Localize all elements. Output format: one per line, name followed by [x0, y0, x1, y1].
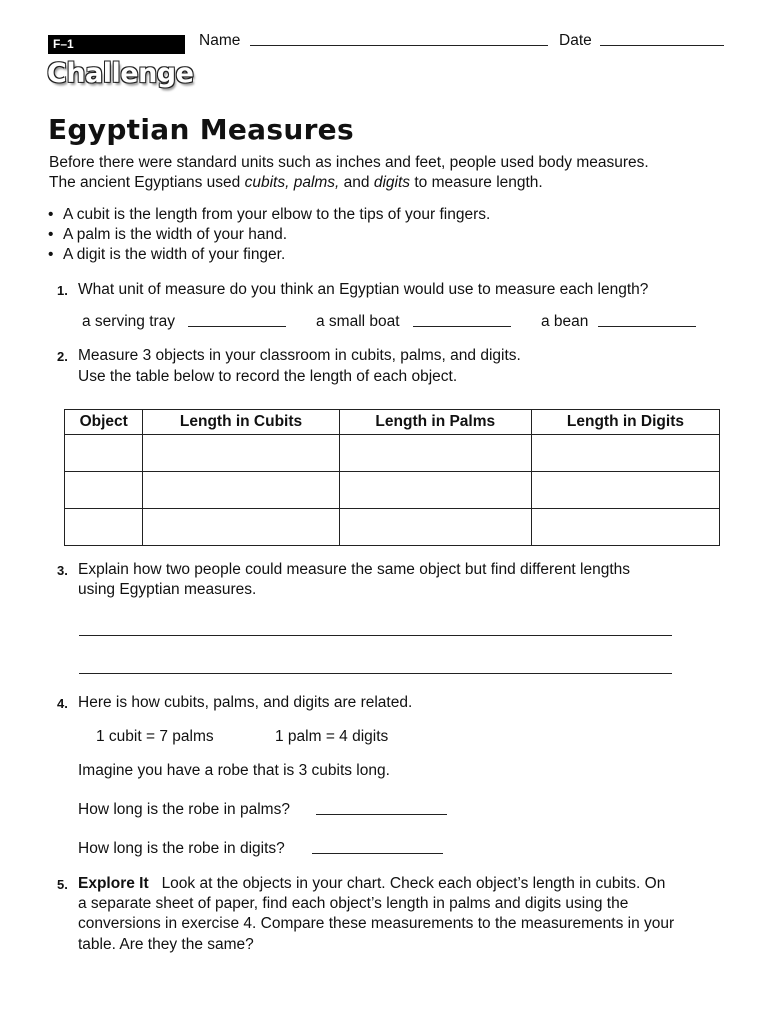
- answer-line-3b[interactable]: [79, 673, 672, 674]
- question-5-number: 5.: [57, 877, 68, 892]
- question-2-line-1: Measure 3 objects in your classroom in cubits, palms, and digits.: [78, 347, 521, 364]
- question-3-line-2: using Egyptian measures.: [78, 581, 257, 598]
- answer-robe-palms[interactable]: [316, 814, 447, 815]
- table-cell[interactable]: [531, 509, 719, 546]
- question-3-number: 3.: [57, 563, 68, 578]
- question-5-line-2: a separate sheet of paper, find each object’s length in palms and digits using the: [78, 895, 629, 912]
- question-4-text: Here is how cubits, palms, and digits are related.: [78, 694, 413, 711]
- equation-cubit: 1 cubit = 7 palms: [96, 728, 214, 745]
- question-4-number: 4.: [57, 696, 68, 711]
- table-cell[interactable]: [143, 435, 339, 472]
- worksheet-code-badge: F–1: [48, 35, 185, 54]
- date-field[interactable]: [600, 45, 724, 46]
- question-2-number: 2.: [57, 349, 68, 364]
- answer-bean[interactable]: [598, 326, 696, 327]
- question-5-line-3: conversions in exercise 4. Compare these measurements to the measurements in your: [78, 915, 675, 932]
- name-field[interactable]: [250, 45, 548, 46]
- item-small-boat: a small boat: [316, 313, 400, 330]
- explore-it-label: Explore It: [78, 875, 149, 892]
- challenge-logo: Challenge: [47, 58, 194, 89]
- header-digits: Length in Digits: [531, 410, 719, 435]
- table-row: [65, 472, 720, 509]
- answer-small-boat[interactable]: [413, 326, 511, 327]
- table-cell[interactable]: [65, 435, 143, 472]
- date-label: Date: [559, 32, 592, 49]
- question-2-line-2: Use the table below to record the length of each object.: [78, 368, 458, 385]
- header-palms: Length in Palms: [339, 410, 531, 435]
- table-row: [65, 435, 720, 472]
- question-5-line-4: table. Are they the same?: [78, 936, 254, 953]
- bullet-cubit: A cubit is the length from your elbow to the tips of your fingers.: [63, 206, 491, 223]
- page-title: Egyptian Measures: [48, 113, 354, 146]
- header-cubits: Length in Cubits: [143, 410, 339, 435]
- table-row: [65, 509, 720, 546]
- answer-line-3a[interactable]: [79, 635, 672, 636]
- question-1-text: What unit of measure do you think an Egyptian would use to measure each length?: [78, 281, 649, 298]
- intro-suffix: to measure length.: [410, 174, 543, 191]
- question-4-imagine: Imagine you have a robe that is 3 cubits long.: [78, 762, 390, 779]
- item-serving-tray: a serving tray: [82, 313, 176, 330]
- table-cell[interactable]: [339, 472, 531, 509]
- bullet-palm: A palm is the width of your hand.: [63, 226, 288, 243]
- intro-prefix: The ancient Egyptians used: [49, 174, 245, 191]
- name-label: Name: [199, 32, 241, 49]
- table-cell[interactable]: [143, 509, 339, 546]
- question-3-line-1: Explain how two people could measure the same object but find different lengths: [78, 561, 631, 578]
- item-bean: a bean: [541, 313, 589, 330]
- table-cell[interactable]: [143, 472, 339, 509]
- header-object: Object: [65, 410, 143, 435]
- intro-units-italic: cubits, palms,: [244, 174, 340, 191]
- bullet-marker: •: [48, 246, 54, 263]
- bullet-marker: •: [48, 206, 54, 223]
- answer-serving-tray[interactable]: [188, 326, 286, 327]
- question-5-line-1: [78, 874, 665, 894]
- intro-and: and: [339, 174, 374, 191]
- measurement-table: [64, 409, 720, 546]
- answer-robe-digits[interactable]: [312, 853, 443, 854]
- equation-palm: 1 palm = 4 digits: [275, 728, 389, 745]
- question-1-number: 1.: [57, 283, 68, 298]
- intro-line-1: Before there were standard units such as inches and feet, people used body measures.: [49, 154, 649, 171]
- intro-line-2: [49, 173, 543, 193]
- intro-digits-italic: digits: [373, 174, 411, 191]
- question-5-line-1-text: Look at the objects in your chart. Check each object’s length in cubits. On: [161, 875, 666, 892]
- question-4-palms: How long is the robe in palms?: [78, 801, 290, 818]
- table-cell[interactable]: [531, 472, 719, 509]
- table-cell[interactable]: [339, 509, 531, 546]
- table-header-row: [65, 410, 720, 435]
- question-4-digits: How long is the robe in digits?: [78, 840, 285, 857]
- bullet-digit: A digit is the width of your finger.: [63, 246, 286, 263]
- table-cell[interactable]: [531, 435, 719, 472]
- table-cell[interactable]: [339, 435, 531, 472]
- table-cell[interactable]: [65, 509, 143, 546]
- bullet-marker: •: [48, 226, 54, 243]
- table-cell[interactable]: [65, 472, 143, 509]
